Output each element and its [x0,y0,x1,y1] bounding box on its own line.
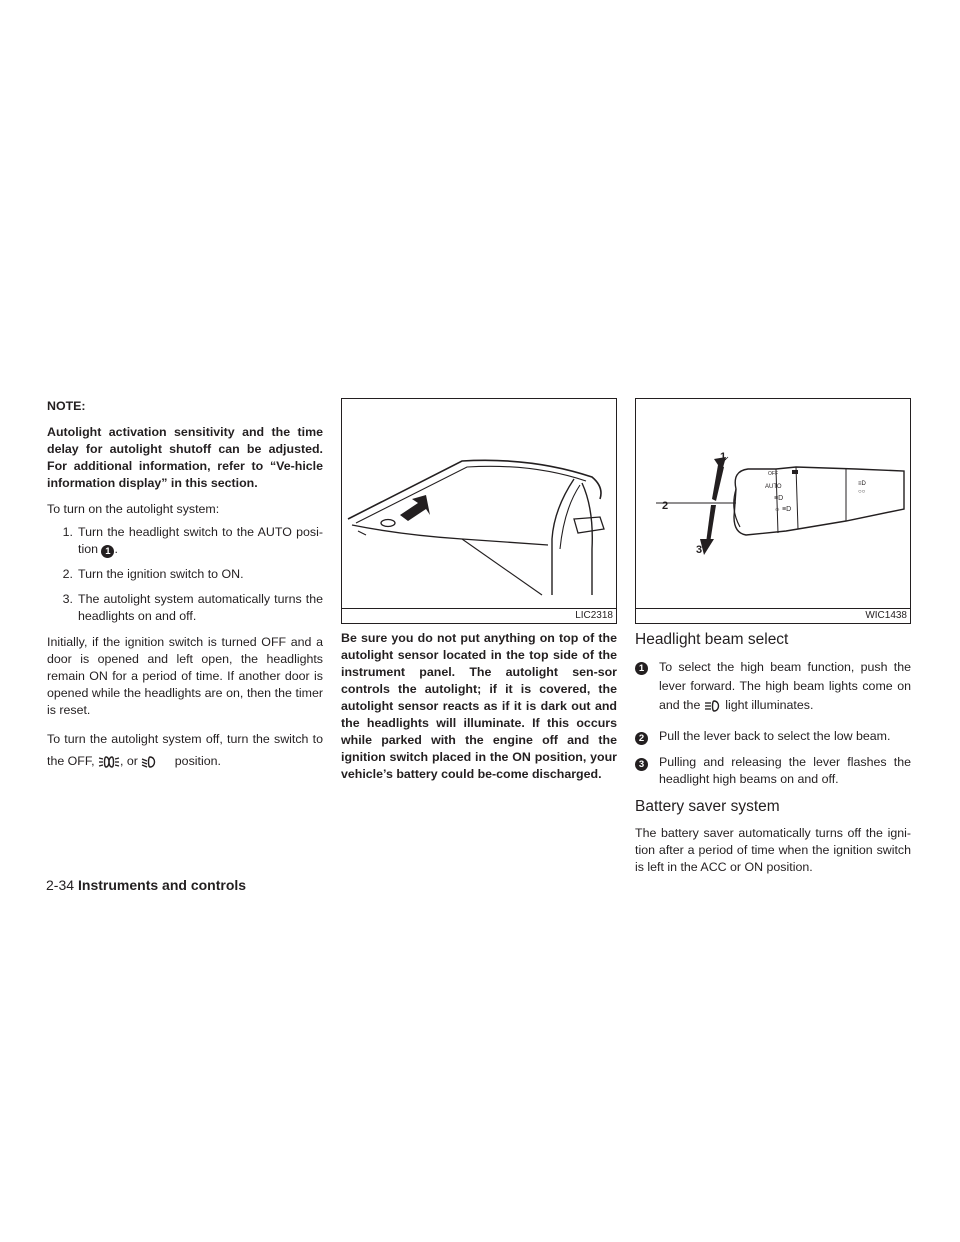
page-number: 2-34 [46,877,75,893]
figure-caption-rule [636,608,910,609]
headlight-lever-figure [635,398,911,624]
initially-paragraph: Initially, if the ignition switch is turned OFF and a door is opened and left open, the headlights remain ON for a period of time. If another door is opened while the headlights are on, then the timer is reset. [47,635,323,717]
step-2 [47,566,323,583]
step-3 [47,591,323,625]
callout-number [635,658,659,719]
right-column [635,398,911,885]
figure-caption-rule [342,608,616,609]
figure-code: LIC2318 [575,610,613,621]
turn-off-paragraph [47,728,323,776]
callout-marker: 2 [635,732,648,745]
step-1 [47,524,323,558]
headlight-icon [141,754,157,776]
heading-battery-saver: Battery saver system [635,798,780,815]
parking-light-icon [98,754,120,776]
callout-text-b: light illuminates. [725,698,814,712]
callout-text: Pulling and releasing the lever flashes the headlight high beams on and off. [659,755,911,786]
turn-off-text-c: position. [174,754,221,768]
battery-saver-text: The battery saver automatically turns off the igni-tion after a period of time when the ignition switch is left in the ACC or ON position. [635,826,911,874]
step-text: Turn the ignition switch to ON. [78,567,244,581]
lever-auto-label: AUTO [765,484,782,490]
autolight-steps [47,524,323,625]
svg-text:○○: ○○ [858,489,866,495]
section-title: Instruments and controls [78,877,247,893]
callout-text [659,658,911,719]
note-heading: NOTE: [47,399,86,413]
note-body: Autolight activation sensitivity and the time delay for autolight shutoff can be adjusted. For additional information, refer to “Ve-hicle information display” in this section. [47,425,323,490]
lever-off-label: OFF [768,471,778,477]
autolight-sensor-figure [341,398,617,624]
step-text-b: . [114,542,118,556]
callout-3-label: 3 [696,544,703,556]
page-footer [46,877,246,893]
callout-1-label: 1 [720,451,727,463]
callout-text-a: To select the high beam function, push the lever forward. The high beam lights come on and the [659,660,911,712]
middle-column [341,398,617,792]
turn-off-text-b: , or [119,754,138,768]
sensor-warning: Be sure you do not put anything on top of the autolight sensor located in the top side of the instrument panel. The autolight sen-sor controls the autolight; if it is covered, the autolight sensor reacts as if it is dark out and the headlights will illuminate. If this occurs while parked with the engine off and the ignition switch placed in the ON position, your vehicle’s battery could be-come discharged. [341,631,617,781]
lever-illustration [636,399,910,623]
callout-number [635,728,659,745]
high-beam-icon [704,699,722,719]
turn-off-text-a: To turn the autolight system off, turn the switch to the OFF, [47,732,323,768]
callout-1-marker: 1 [101,545,114,558]
callout-item-2 [635,728,911,745]
step-text [78,524,323,558]
callout-marker: 3 [635,758,648,771]
callout-marker: 1 [635,662,648,675]
svg-text:≡D: ≡D [782,506,792,513]
callout-item-3 [635,754,911,788]
turn-on-intro: To turn on the autolight system: [47,502,220,516]
left-column [47,398,323,785]
step-number: 3. [62,592,73,606]
step-number: 1. [62,525,73,539]
step-number: 2. [62,567,73,581]
svg-text:≡D: ≡D [858,481,866,487]
svg-text:≡D: ≡D [774,495,784,502]
step-text: The autolight system automatically turns the headlights on and off. [78,592,323,623]
figure-code: WIC1438 [865,610,907,621]
step-text-a: Turn the headlight switch to the AUTO posi-tion [78,525,323,556]
callout-number [635,754,659,788]
callout-text: Pull the lever back to select the low beam. [659,729,891,743]
heading-beam-select: Headlight beam select [635,631,789,648]
svg-text:☼: ☼ [774,506,781,513]
callout-2-label: 2 [662,500,669,512]
callout-item-1 [635,658,911,719]
windshield-illustration [342,399,616,623]
